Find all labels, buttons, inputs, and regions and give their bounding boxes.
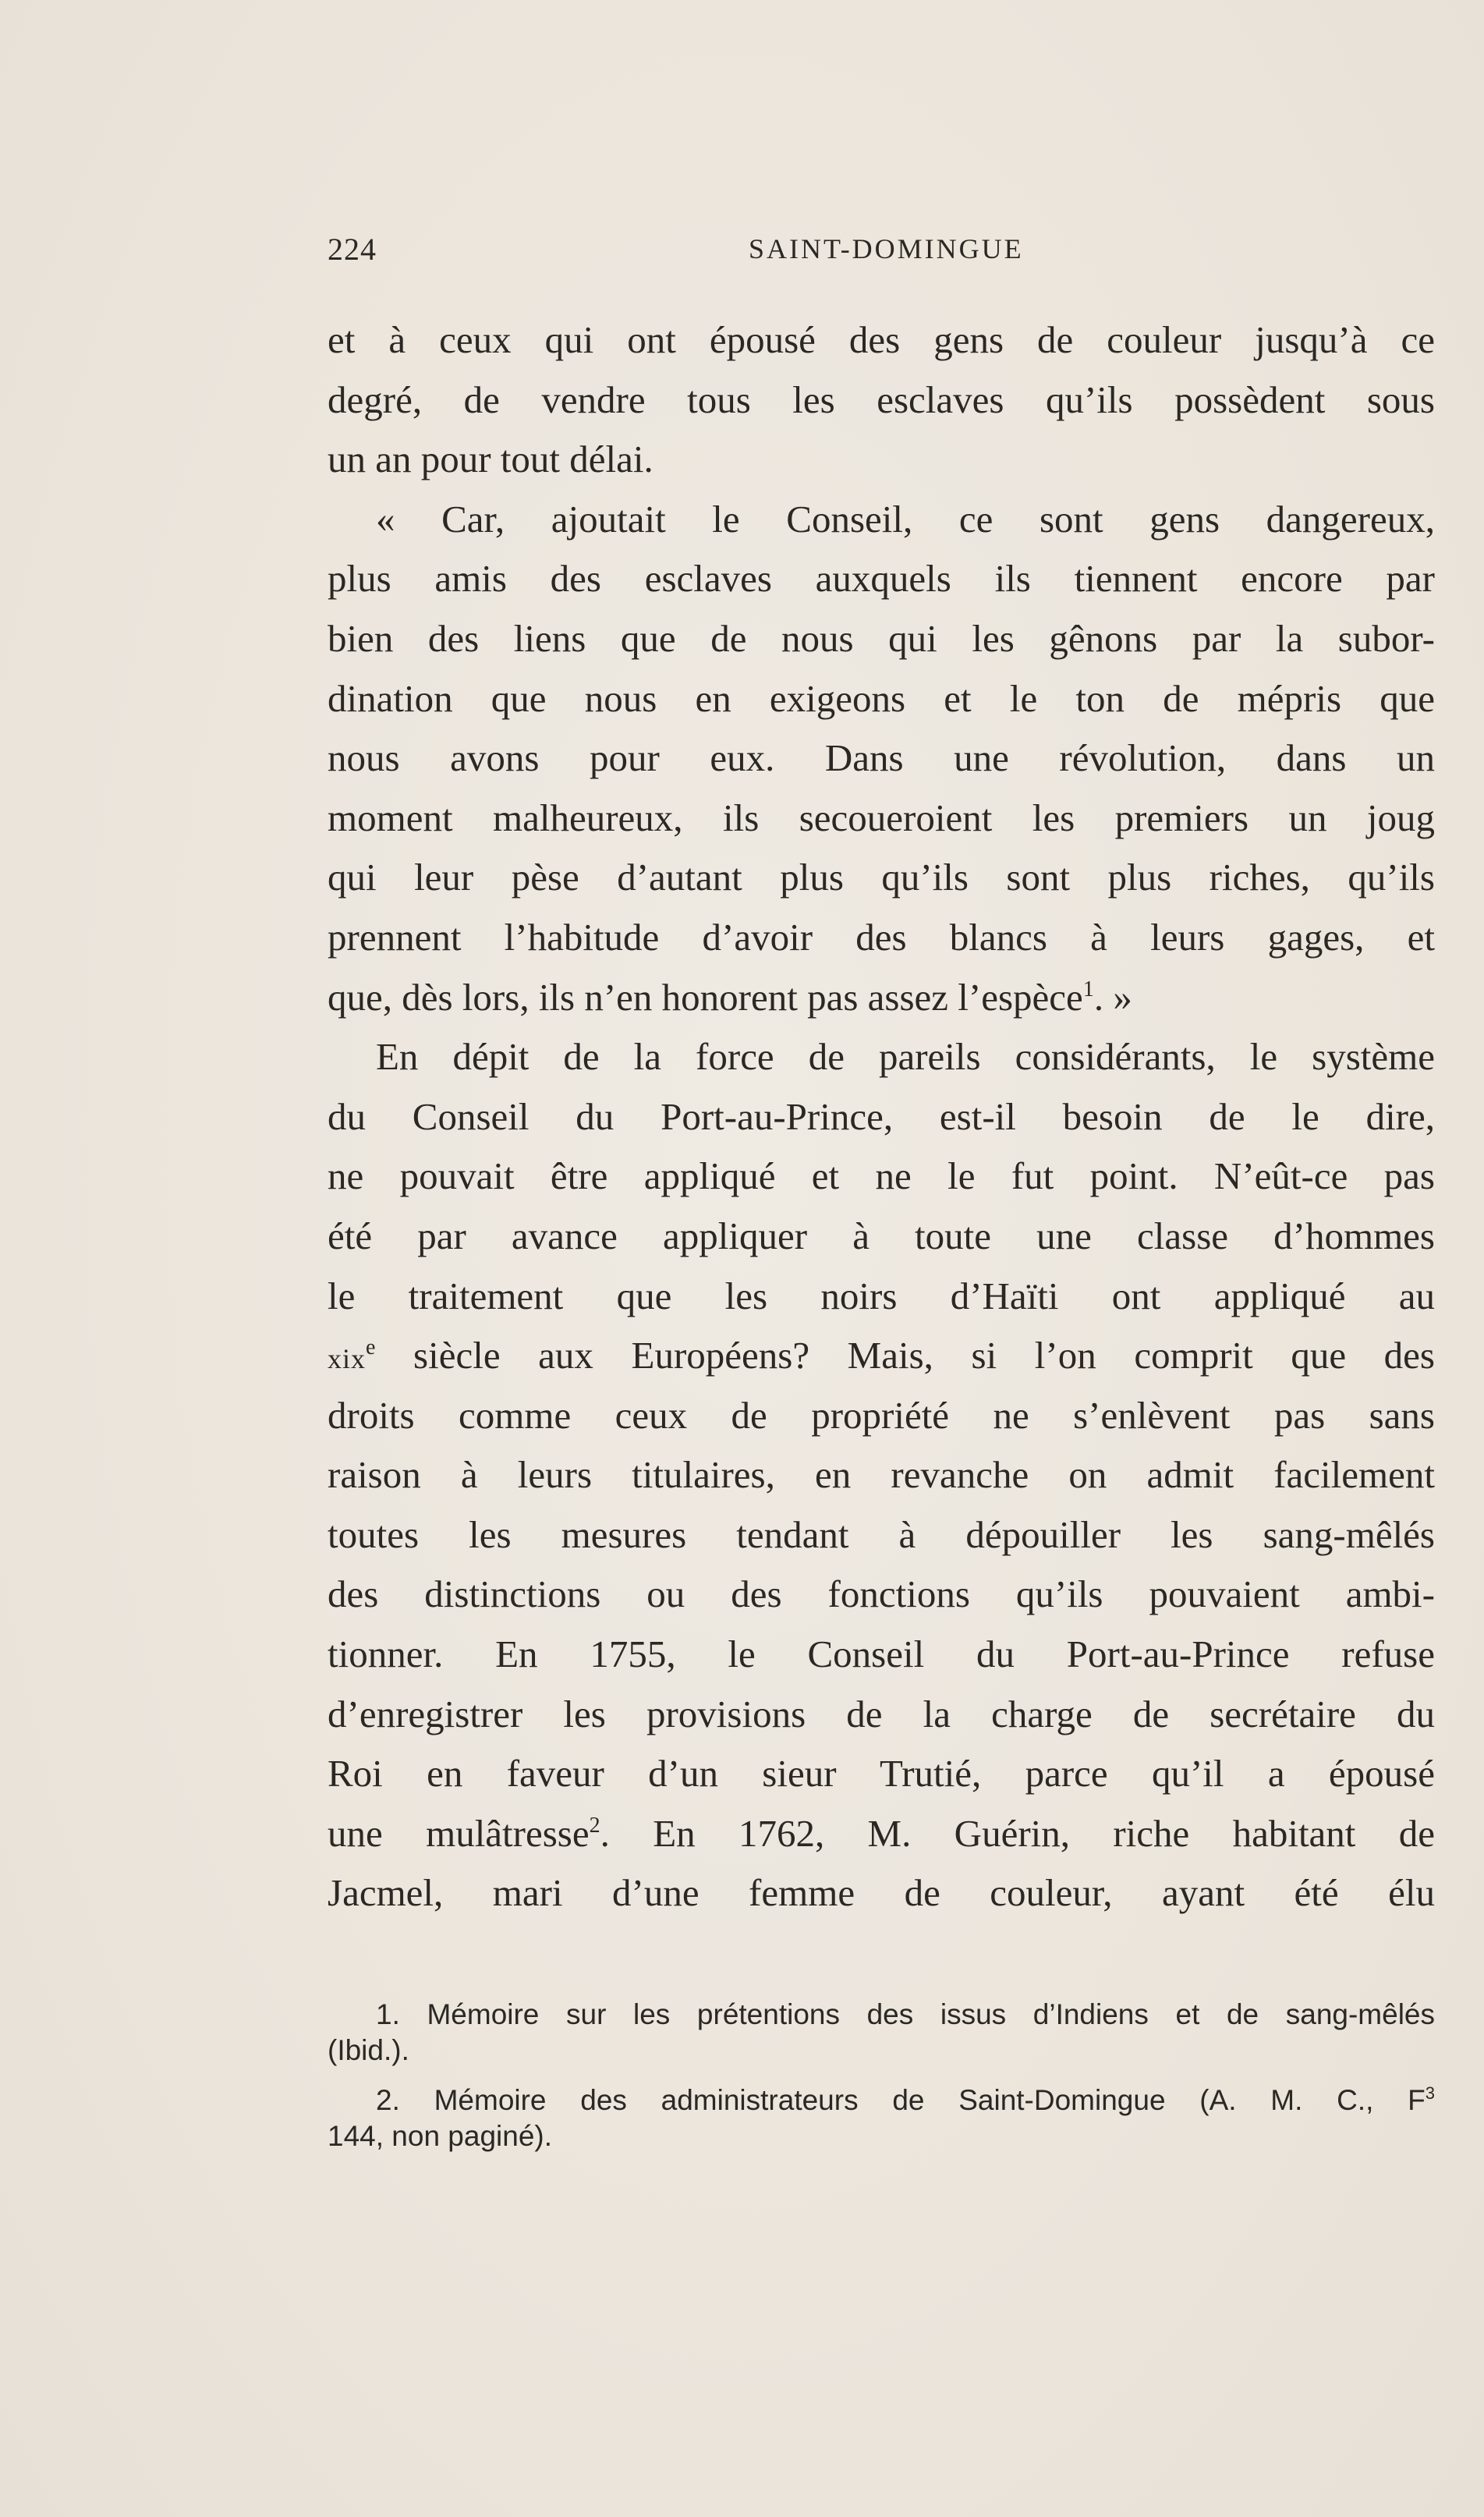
century-numeral: xix <box>328 1343 367 1375</box>
text-fragment: que, dès lors, ils n’en honorent pas assez l’espèce <box>328 975 1083 1019</box>
text-line: ne pouvait être appliqué et ne le fut point. N’eût-ce pas <box>328 1154 1435 1198</box>
footnote-sup: 3 <box>1425 2083 1435 2103</box>
text-fragment: . » <box>1093 975 1132 1019</box>
text-line: tionner. En 1755, le Conseil du Port-au-Prince refuse <box>328 1633 1435 1676</box>
text-line: un an pour tout délai. <box>328 438 653 481</box>
text-line: degré, de vendre tous les esclaves qu’ils possèdent sous <box>328 378 1435 421</box>
text-line <box>328 1804 1435 1864</box>
body-text <box>328 310 1435 1923</box>
running-title: SAINT-DOMINGUE <box>749 233 1024 264</box>
text-line: qui leur pèse d’autant plus qu’ils sont plus riches, qu’ils <box>328 856 1435 899</box>
text-line: été par avance appliquer à toute une classe d’hommes <box>328 1214 1435 1257</box>
text-line: droits comme ceux de propriété ne s’enlèvent pas sans <box>328 1393 1435 1437</box>
text-line: dination que nous en exigeons et le ton de mépris que <box>328 676 1435 720</box>
text-line: du Conseil du Port-au-Prince, est-il besoin de le dire, <box>328 1094 1435 1138</box>
text-fragment: siècle aux Européens? Mais, si l’on comprit que des <box>375 1334 1435 1377</box>
footnote-2 <box>328 2083 1435 2118</box>
footnote-spacer <box>328 2069 1435 2083</box>
paragraph-start-line: En dépit de la force de pareils considérants, le système <box>376 1035 1435 1079</box>
text-line: Jacmel, mari d’une femme de couleur, ayant été élu <box>328 1871 1435 1915</box>
text-line: raison à leurs titulaires, en revanche on admit facilement <box>328 1453 1435 1497</box>
footnote-1-cont: (Ibid.). <box>328 2034 409 2066</box>
footnote-ref-2: 2 <box>589 1813 600 1838</box>
text-line: nous avons pour eux. Dans une révolution, dans un <box>328 736 1435 780</box>
text-line: bien des liens que de nous qui les gênons par la subor- <box>328 616 1435 660</box>
page-number: 224 <box>328 232 377 267</box>
text-line: des distinctions ou des fonctions qu’ils pouvaient ambi- <box>328 1572 1435 1616</box>
page-header <box>328 231 1435 278</box>
text-fragment: . En 1762, M. Guérin, riche habitant de <box>600 1811 1435 1855</box>
text-line: toutes les mesures tendant à dépouiller les sang-mêlés <box>328 1512 1435 1556</box>
footnote-ref-1: 1 <box>1082 977 1094 1001</box>
text-line: prennent l’habitude d’avoir des blancs à leurs gages, et <box>328 915 1435 959</box>
text-line: moment malheureux, ils secoueroient les premiers un joug <box>328 796 1435 839</box>
text-line <box>328 968 1435 1028</box>
text-line: plus amis des esclaves auxquels ils tiennent encore par <box>328 557 1435 601</box>
footnote-1: 1. Mémoire sur les prétentions des issus d’Indiens et de sang-mêlés <box>376 1998 1435 2030</box>
text-line: et à ceux qui ont épousé des gens de couleur jusqu’à ce <box>328 318 1435 361</box>
footnotes <box>328 1997 1435 2154</box>
text-fragment: 2. Mémoire des administrateurs de Saint-Domingue (A. M. C., F <box>376 2084 1426 2116</box>
text-line <box>328 1326 1435 1386</box>
century-suffix: e <box>366 1335 376 1360</box>
text-line: d’enregistrer les provisions de la charge de secrétaire du <box>328 1692 1435 1735</box>
text-line: le traitement que les noirs d’Haïti ont appliqué au <box>328 1274 1435 1317</box>
quote-start-line: « Car, ajoutait le Conseil, ce sont gens dangereux, <box>376 497 1435 541</box>
text-line: Roi en faveur d’un sieur Trutié, parce qu’il a épousé <box>328 1752 1435 1796</box>
text-fragment: une mulâtresse <box>328 1811 590 1855</box>
footnote-2-cont: 144, non paginé). <box>328 2120 553 2152</box>
